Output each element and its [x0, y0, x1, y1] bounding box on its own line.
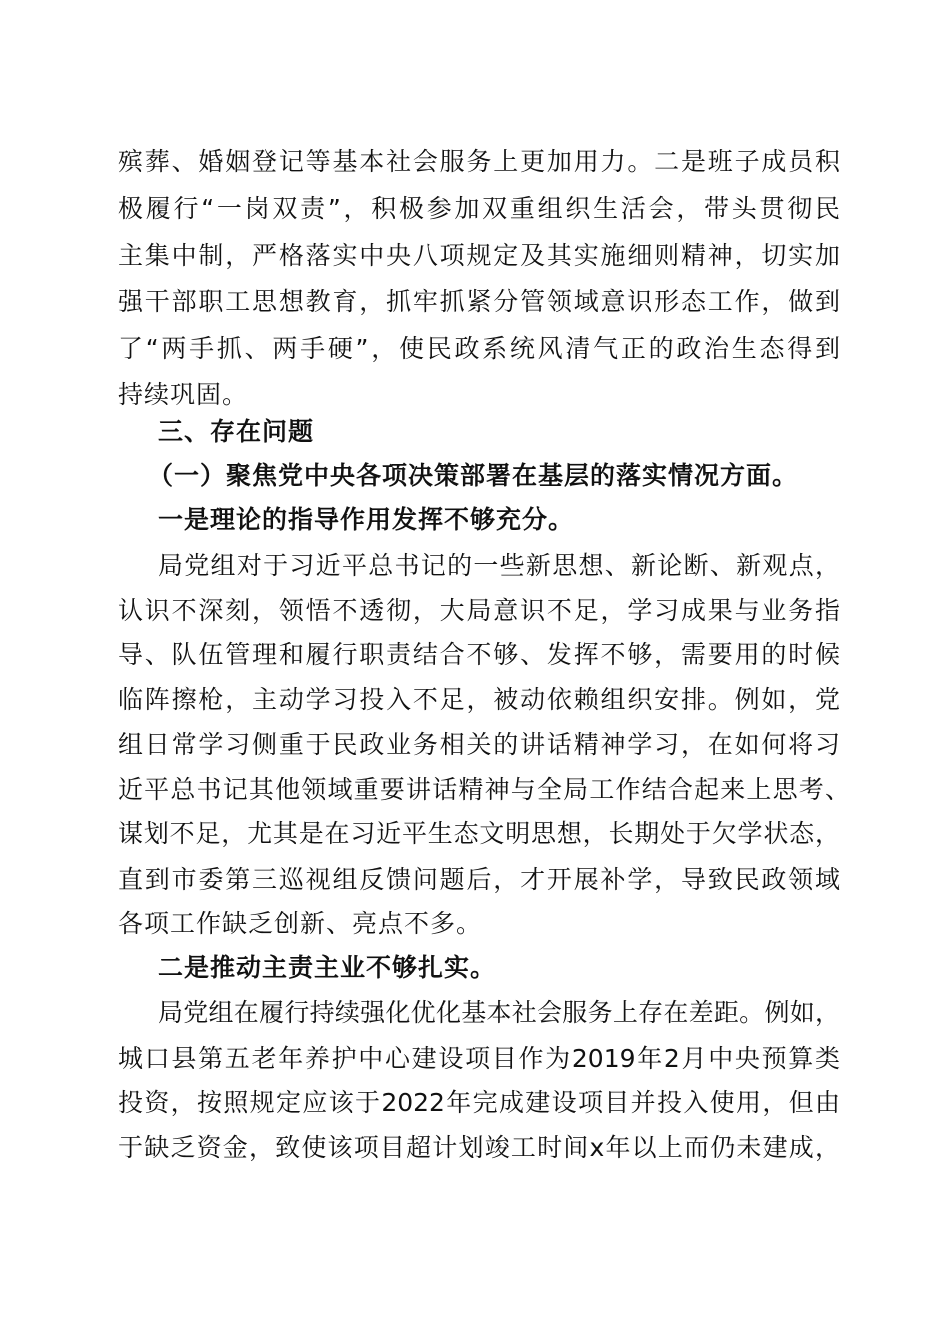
body-line: 强干部职工思想教育，抓牢抓紧分管领域意识形态工作，做到 — [118, 287, 840, 316]
body-line: 谋划不足，尤其是在习近平生态文明思想，长期处于欠学状态， — [118, 819, 840, 848]
body-line: 局党组对于习近平总书记的一些新思想、新论断、新观点， — [158, 551, 840, 580]
section-heading: 三、存在问题 — [158, 417, 315, 446]
body-line: 近平总书记其他领域重要讲话精神与全局工作结合起来上思考、 — [118, 775, 850, 804]
body-line: 极履行“一岗双责”，积极参加双重组织生活会，带头贯彻民 — [118, 194, 840, 223]
body-line: 投资，按照规定应该于2022年完成建设项目并投入使用，但由 — [118, 1088, 840, 1117]
body-line: 了“两手抓、两手硬”，使民政系统风清气正的政治生态得到 — [118, 334, 840, 363]
body-line: 殡葬、婚姻登记等基本社会服务上更加用力。二是班子成员积 — [118, 147, 840, 176]
point-heading: 二是推动主责主业不够扎实。 — [158, 953, 497, 982]
body-line: 直到市委第三巡视组反馈问题后，才开展补学，导致民政领域 — [118, 865, 840, 894]
body-line: 各项工作缺乏创新、亮点不多。 — [118, 909, 483, 938]
body-line: 导、队伍管理和履行职责结合不够、发挥不够，需要用的时候 — [118, 640, 840, 669]
point-heading: 一是理论的指导作用发挥不够充分。 — [158, 505, 575, 534]
body-line: 临阵擦枪，主动学习投入不足，被动依赖组织安排。例如，党 — [118, 685, 840, 714]
body-line: 于缺乏资金，致使该项目超计划竣工时间x年以上而仍未建成， — [118, 1133, 840, 1162]
body-line: 组日常学习侧重于民政业务相关的讲话精神学习，在如何将习 — [118, 730, 840, 759]
body-line: 主集中制，严格落实中央八项规定及其实施细则精神，切实加 — [118, 241, 840, 270]
body-line: 认识不深刻，领悟不透彻，大局意识不足，学习成果与业务指 — [118, 596, 840, 625]
body-line: 局党组在履行持续强化优化基本社会服务上存在差距。例如， — [158, 998, 840, 1027]
body-line: 城口县第五老年养护中心建设项目作为2019年2月中央预算类 — [118, 1044, 840, 1073]
body-line: 持续巩固。 — [118, 380, 249, 409]
subsection-heading: （一）聚焦党中央各项决策部署在基层的落实情况方面。 — [148, 461, 799, 490]
